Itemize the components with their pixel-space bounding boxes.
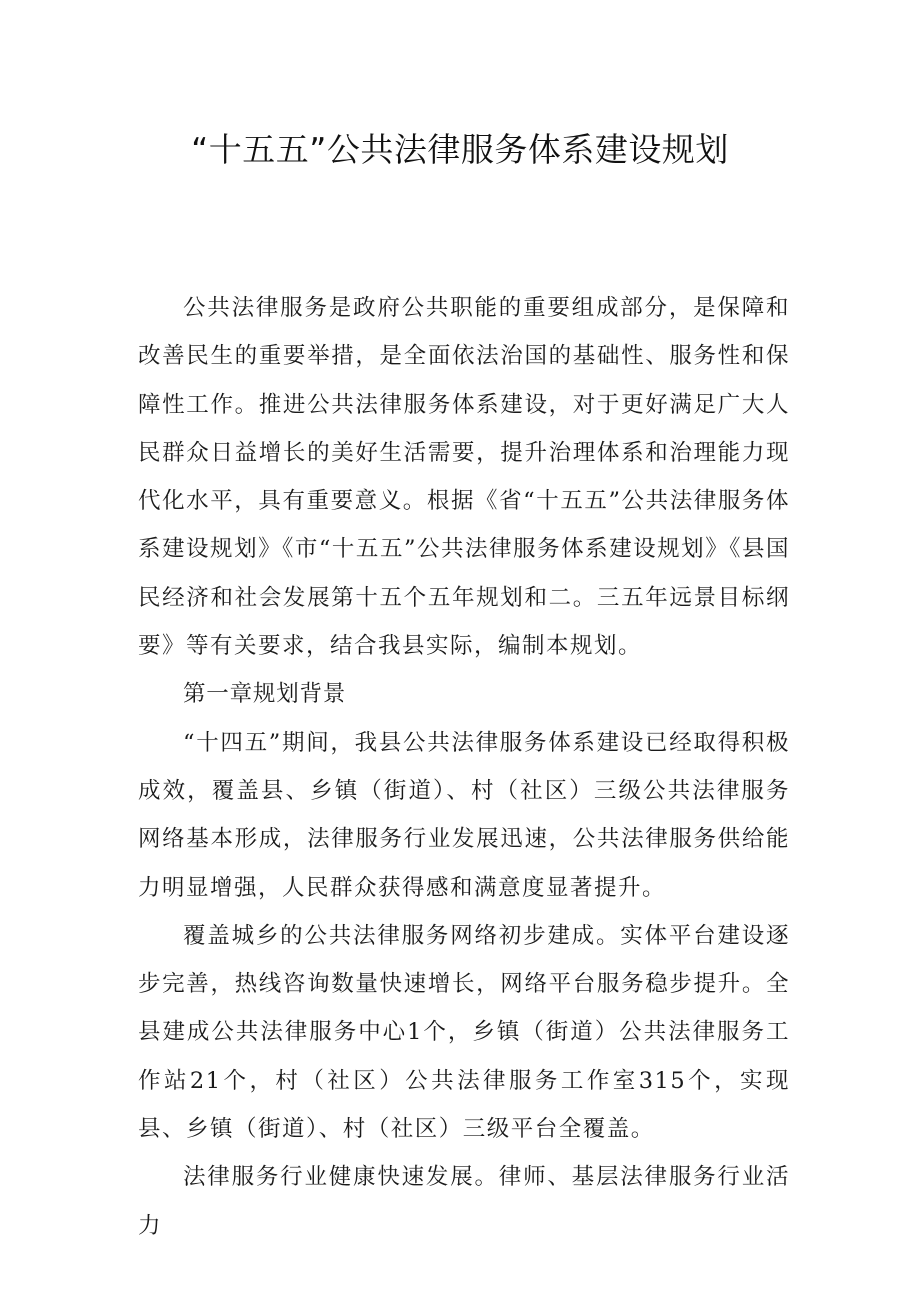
document-body <box>138 284 790 1250</box>
background-paragraph: “十四五”期间，我县公共法律服务体系建设已经取得积极成效，覆盖县、乡镇（街道）、村（社区）三级公共法律服务网络基本形成，法律服务行业发展迅速，公共法律服务供给能力明显增强，人民群众获得感和满意度显著提升。 <box>138 729 790 901</box>
intro-paragraph: 公共法律服务是政府公共职能的重要组成部分，是保障和改善民生的重要举措，是全面依法治国的基础性、服务性和保障性工作。推进公共法律服务体系建设，对于更好满足广大人民群众日益增长的美好生活需要，提升治理体系和治理能力现代化水平，具有重要意义。根据《省“十五五”公共法律服务体系建设规划》《市“十五五”公共法律服务体系建设规划》《县国民经济和社会发展第十五个五年规划和二。三五年远景目标纲要》等有关要求，结合我县实际，编制本规划。 <box>138 295 790 660</box>
industry-paragraph: 法律服务行业健康快速发展。律师、基层法律服务行业活力 <box>138 1164 790 1239</box>
network-paragraph: 覆盖城乡的公共法律服务网络初步建成。实体平台建设逐步完善，热线咨询数量快速增长，网络平台服务稳步提升。全县建成公共法律服务中心1个，乡镇（街道）公共法律服务工作站21个，村（社区）公共法律服务工作室315个，实现县、乡镇（街道）、村（社区）三级平台全覆盖。 <box>138 922 790 1143</box>
chapter-heading: 第一章规划背景 <box>183 681 347 708</box>
document-title: “十五五”公共法律服务体系建设规划 <box>191 130 729 169</box>
